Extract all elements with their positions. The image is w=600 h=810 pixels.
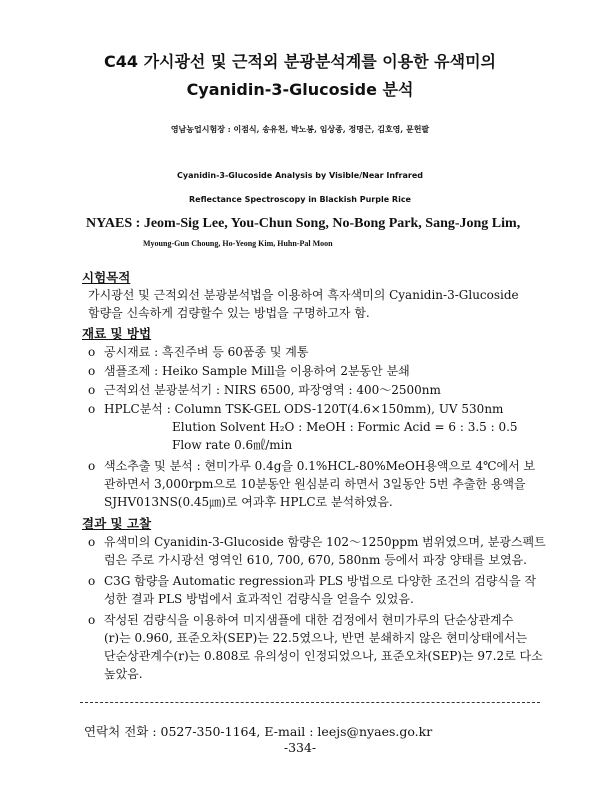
bullet-marker: o bbox=[88, 345, 96, 359]
results-item2-line1: C3G 함량을 Automatic regression과 PLS 방법으로 다양한 조건의 검량식을 작 bbox=[104, 574, 537, 588]
page-number: -334- bbox=[283, 740, 317, 755]
english-title-line1: Cyanidin-3-Glucoside Analysis by Visible/Near Infrared bbox=[177, 171, 423, 180]
english-authors-line1: NYAES : Jeom-Sig Lee, You-Chun Song, No-Bong Park, Sang-Jong Lim, bbox=[86, 216, 521, 231]
results-item1-line2: 럼은 주로 가시광선 영역인 610, 700, 670, 580nm 등에서 파장 양태를 보였음. bbox=[104, 553, 527, 567]
footer-divider bbox=[80, 702, 540, 703]
contact-info: 연락처 전화 : 0527-350-1164, E-mail : leejs@nyaes.go.kr bbox=[84, 724, 433, 739]
bullet-marker: o bbox=[88, 459, 96, 473]
results-item3-line2: (r)는 0.960, 표준오차(SEP)는 22.5였으나, 반면 분쇄하지 않은 현미상태에서는 bbox=[104, 631, 528, 645]
results-item3-line1: 작성된 검량식을 이용하여 미지샘플에 대한 검정에서 현미가루의 단순상관계수 bbox=[104, 613, 514, 627]
methods-item-materials: 공시재료 : 흑진주벼 등 60품종 및 계통 bbox=[104, 345, 309, 359]
methods-item-hplc: HPLC분석 : Column TSK-GEL ODS-120T(4.6×150mm), UV 530nm bbox=[104, 402, 504, 416]
korean-title-line2: Cyanidin-3-Glucoside 분석 bbox=[186, 80, 414, 99]
korean-title-line1: C44 가시광선 및 근적외 분광분석계를 이용한 유색미의 bbox=[103, 52, 496, 71]
methods-item-extraction-line1: 색소추출 및 분석 : 현미가루 0.4g을 0.1%HCL-80%MeOH용액으로 4℃에서 보 bbox=[104, 459, 536, 473]
bullet-marker: o bbox=[88, 383, 96, 397]
methods-item-nirs: 근적외선 분광분석기 : NIRS 6500, 파장영역 : 400～2500nm bbox=[104, 383, 441, 397]
purpose-line2: 함량을 신속하게 검량할수 있는 방법을 구명하고자 함. bbox=[88, 306, 370, 320]
bullet-marker: o bbox=[88, 402, 96, 416]
methods-item-hplc-solvent: Elution Solvent H₂O : MeOH : Formic Acid = 6 : 3.5 : 0.5 bbox=[172, 420, 518, 434]
results-item3-line3: 단순상관계수(r)는 0.808로 유의성이 인정되었으나, 표준오차(SEP)는 97.2로 다소 bbox=[104, 649, 543, 663]
section-heading-results: 결과 및 고찰 bbox=[82, 516, 152, 531]
results-item2-line2: 성한 결과 PLS 방법에서 효과적인 검량식을 얻을수 있었음. bbox=[104, 592, 414, 606]
section-heading-purpose: 시험목적 bbox=[82, 270, 131, 285]
bullet-marker: o bbox=[88, 574, 96, 588]
results-item3-line4: 높았음. bbox=[104, 667, 143, 681]
bullet-marker: o bbox=[88, 613, 96, 627]
english-title-line2: Reflectance Spectroscopy in Blackish Purple Rice bbox=[189, 195, 411, 204]
korean-authors: 영남농업시험장 : 이점식, 송유천, 박노봉, 임상종, 정명근, 김호영, 문헌팔 bbox=[170, 124, 430, 134]
section-heading-methods: 재료 및 방법 bbox=[82, 326, 152, 341]
methods-item-sample-prep: 샘플조제 : Heiko Sample Mill을 이용하여 2분동안 분쇄 bbox=[104, 364, 410, 378]
results-item1-line1: 유색미의 Cyanidin-3-Glucoside 함량은 102～1250ppm 범위였으며, 분광스펙트 bbox=[104, 535, 546, 549]
english-authors-line2: Myoung-Gun Choung, Ho-Yeong Kim, Huhn-Pal Moon bbox=[143, 239, 333, 248]
methods-item-hplc-flow: Flow rate 0.6㎖/min bbox=[172, 438, 293, 452]
purpose-line1: 가시광선 및 근적외선 분광분석법을 이용하여 흑자색미의 Cyanidin-3-Glucoside bbox=[88, 288, 519, 302]
methods-item-extraction-line2: 관하면서 3,000rpm으로 10분동안 원심분리 하면서 3일동안 5번 추출한 용액을 bbox=[104, 477, 526, 491]
bullet-marker: o bbox=[88, 364, 96, 378]
methods-item-extraction-line3: SJHV013NS(0.45㎛)로 여과후 HPLC로 분석하였음. bbox=[104, 495, 393, 509]
bullet-marker: o bbox=[88, 535, 96, 549]
